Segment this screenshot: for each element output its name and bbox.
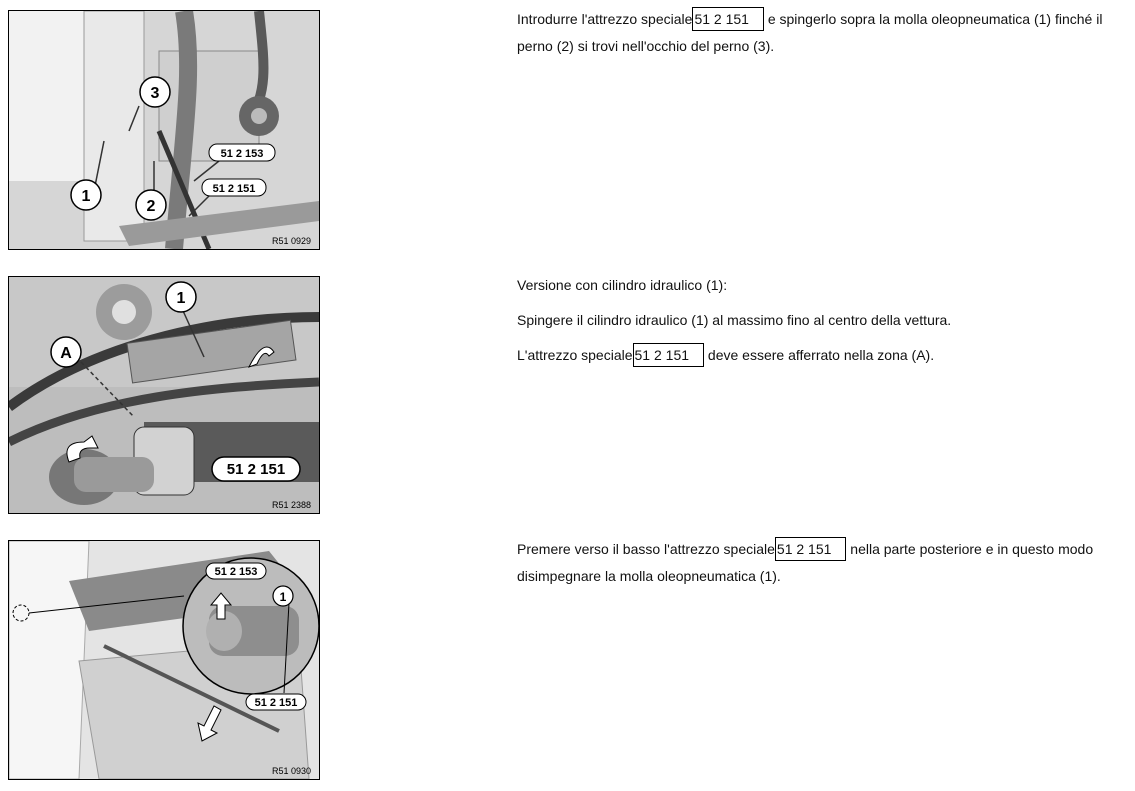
text: Introdurre l'attrezzo speciale [517,11,693,27]
text: deve essere afferrato nella zona (A). [707,347,935,363]
text: e spingerlo sopra la molla oleopneumatica (1) finché il perno (2) si trovi nell'occhio del perno (3). [517,11,1103,54]
step-2-line-2 [517,307,1127,334]
svg-text:1: 1 [279,590,287,604]
svg-text:3: 3 [150,85,160,102]
svg-text:51 2 153: 51 2 153 [214,566,258,578]
figure-code: R51 0930 [271,766,311,776]
figure-2 [8,276,320,514]
text: Premere verso il basso l'attrezzo speciale [517,541,775,557]
special-tool-ref: 51 2 151 [633,343,705,367]
figure-3-illustration [9,541,319,779]
special-tool-ref: 51 2 151 [775,537,847,561]
special-tool-ref: 51 2 151 [692,7,764,31]
svg-text:1: 1 [81,188,91,205]
figure-code: R51 2388 [271,500,311,510]
svg-text:1: 1 [176,290,186,307]
text: Versione con cilindro idraulico (1): [517,277,728,293]
step-3-line-1 [517,536,1127,590]
callout-2 [136,190,166,220]
svg-text:51 2 151: 51 2 151 [226,461,286,478]
callout-3 [140,77,170,107]
callout-a [51,337,81,367]
figure-1-illustration [9,11,319,249]
figure-1 [8,10,320,250]
svg-text:51 2 153: 51 2 153 [220,148,264,160]
text: L'attrezzo speciale [517,347,633,363]
svg-text:A: A [60,345,72,362]
step-2-line-3 [517,342,1127,369]
step-3-text [517,536,1127,598]
svg-text:51 2 151: 51 2 151 [212,183,256,195]
step-1-line-1 [517,6,1127,60]
figure-code: R51 0929 [271,236,311,246]
text: Spingere il cilindro idraulico (1) al massimo fino al centro della vettura. [517,312,952,328]
step-1-text [517,6,1127,68]
svg-text:51 2 151: 51 2 151 [254,697,298,709]
callout-1 [273,586,293,606]
svg-text:2: 2 [146,198,156,215]
text: nella parte posteriore e in questo modo disimpegnare la molla oleopneumatica (1). [517,541,1094,584]
tool-label-51-2-151 [246,694,306,710]
step-2-text [517,272,1127,377]
callout-1 [71,180,101,210]
step-2-line-1 [517,272,1127,299]
tool-label-51-2-153 [206,563,266,579]
tool-label-51-2-151 [202,179,266,196]
tool-label-51-2-151 [212,457,300,481]
figure-2-illustration [9,277,319,513]
figure-3 [8,540,320,780]
tool-label-51-2-153 [209,144,275,161]
callout-1 [166,282,196,312]
